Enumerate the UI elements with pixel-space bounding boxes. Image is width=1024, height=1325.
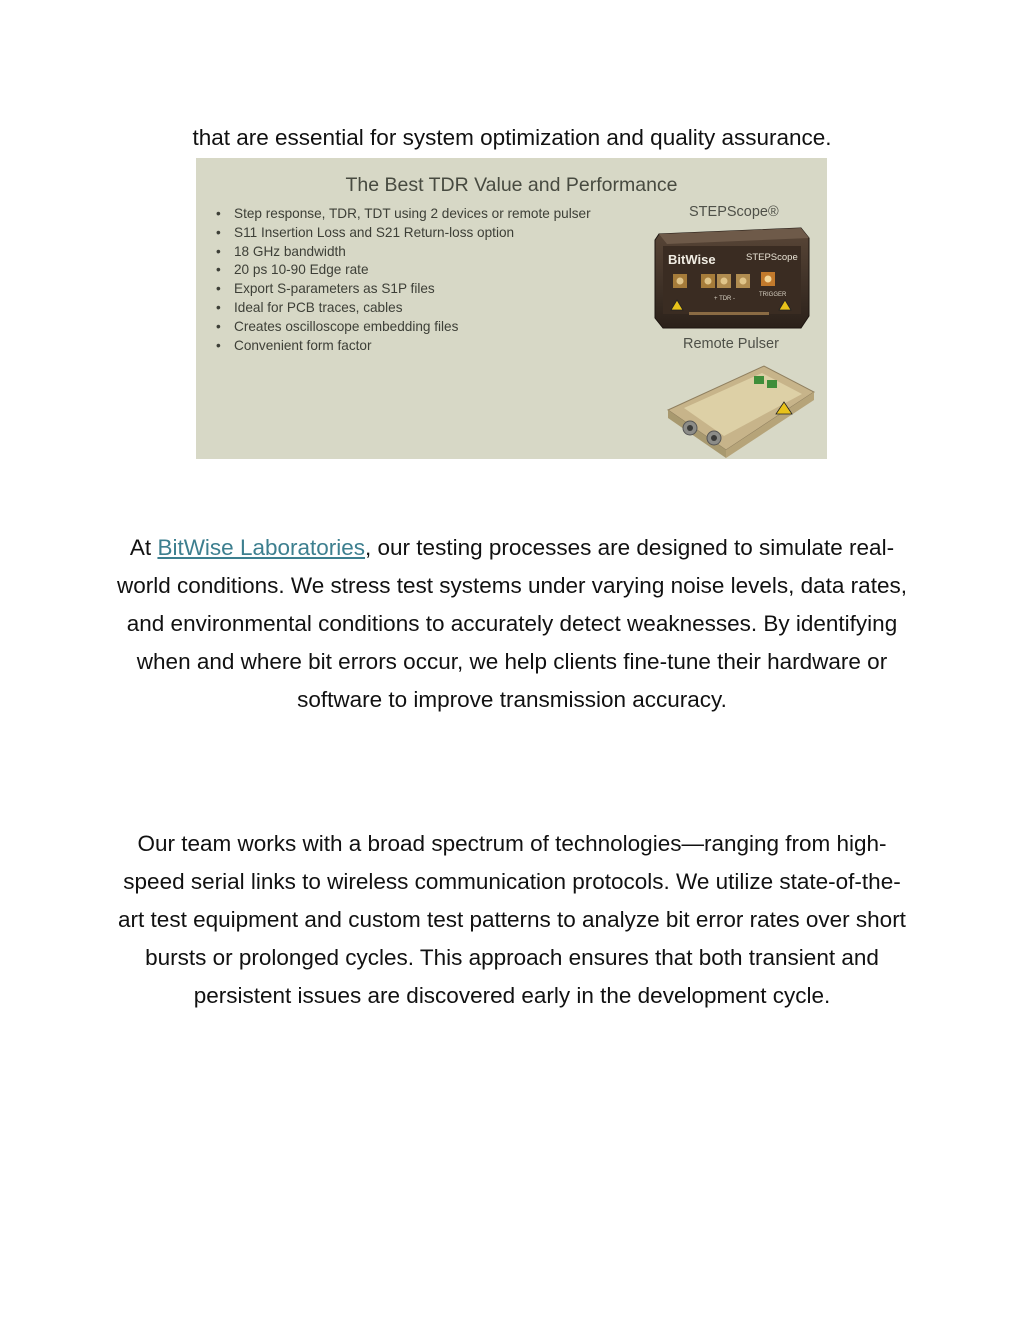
device-brand-text: BitWise	[668, 252, 716, 267]
feature-list	[216, 205, 591, 355]
device-tdr-text: + TDR -	[714, 296, 736, 302]
stepscope-label: STEPScope®	[689, 204, 779, 220]
device-trigger-text: TRIGGER	[759, 292, 787, 298]
technologies-paragraph: Our team works with a broad spectrum of technologies—ranging from high-speed serial links to wireless communication protocols. We utilize state-of-the-art test equipment and custom test patterns to analyze bit error rates over short bursts or prolonged cycles. This approach ensures that both transient and persistent issues are discovered early in the development cycle.	[118, 831, 906, 1008]
remote-pulser-image	[666, 358, 816, 458]
feature-item: • Step response, TDR, TDT using 2 devices or remote pulser	[216, 205, 591, 224]
intro-paragraph-tail: that are essential for system optimization and quality assurance.	[192, 125, 832, 150]
feature-item: • S11 Insertion Loss and S21 Return-loss option	[216, 224, 591, 243]
product-figure	[196, 158, 827, 459]
bitwise-paragraph	[112, 529, 912, 719]
paragraph-prefix: At	[129, 535, 158, 560]
paragraph-body: , our testing processes are designed to simulate real-world conditions. We stress test systems under varying noise levels, data rates, and environmental conditions to accurately detect weaknesses. By identifying when and where bit errors occur, we help clients fine-tune their hardware or software to improve transmission accuracy.	[117, 535, 907, 712]
remote-pulser-label: Remote Pulser	[683, 336, 779, 352]
feature-item: • 18 GHz bandwidth	[216, 243, 591, 262]
feature-item: • Creates oscilloscope embedding files	[216, 318, 591, 337]
feature-item: • Export S-parameters as S1P files	[216, 280, 591, 299]
feature-item: • Ideal for PCB traces, cables	[216, 299, 591, 318]
feature-item: • Convenient form factor	[216, 337, 591, 356]
figure-title: The Best TDR Value and Performance	[345, 174, 678, 196]
feature-item: • 20 ps 10-90 Edge rate	[216, 261, 591, 280]
stepscope-device-image	[651, 224, 811, 332]
device-name-text: STEPScope	[746, 252, 798, 263]
bitwise-laboratories-link[interactable]: BitWise Laboratories	[157, 535, 366, 560]
